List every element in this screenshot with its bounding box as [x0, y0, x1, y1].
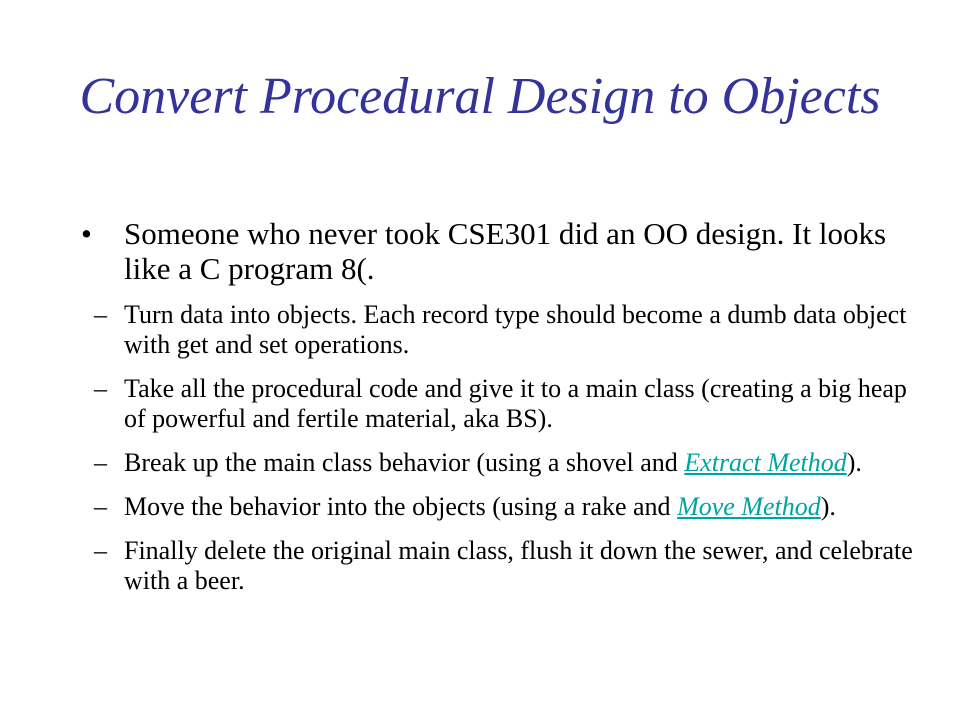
sub-item-text-end: ).	[820, 492, 836, 521]
sub-item-dash: –	[94, 300, 107, 329]
move-method-link[interactable]: Move Method	[677, 492, 821, 521]
sub-item-text: Finally delete the original main class, flush it down the sewer, and celebrate with a beer.	[124, 536, 913, 595]
sub-item-main-class	[94, 374, 919, 434]
sub-item-dash: –	[94, 492, 107, 521]
slide-title: Convert Procedural Design to Objects	[79, 68, 881, 125]
bullet-dot-icon: •	[81, 216, 92, 251]
bullet-item	[81, 216, 914, 286]
sub-item-break-up-behavior	[94, 448, 919, 478]
sub-item-text: Turn data into objects. Each record type should become a dumb data object with get and set operations.	[124, 300, 907, 359]
sub-item-delete-main-class	[94, 536, 919, 596]
extract-method-link[interactable]: Extract Method	[684, 448, 847, 477]
sub-item-turn-data-into-objects	[94, 300, 919, 360]
sub-item-list	[0, 300, 960, 596]
sub-item-dash: –	[94, 448, 107, 477]
sub-item-move-behavior	[94, 492, 919, 522]
bullet-list	[0, 216, 960, 610]
sub-item-dash: –	[94, 536, 107, 565]
sub-item-text: Break up the main class behavior (using a shovel and	[124, 448, 685, 477]
sub-item-text: Take all the procedural code and give it to a main class (creating a big heap of powerful and fertile material, aka BS).	[124, 374, 907, 433]
sub-item-dash: –	[94, 374, 107, 403]
bullet-text: Someone who never took CSE301 did an OO design. It looks like a C program 8(.	[124, 216, 887, 286]
sub-item-text: Move the behavior into the objects (using a rake and	[124, 492, 678, 521]
sub-item-text-end: ).	[846, 448, 862, 477]
